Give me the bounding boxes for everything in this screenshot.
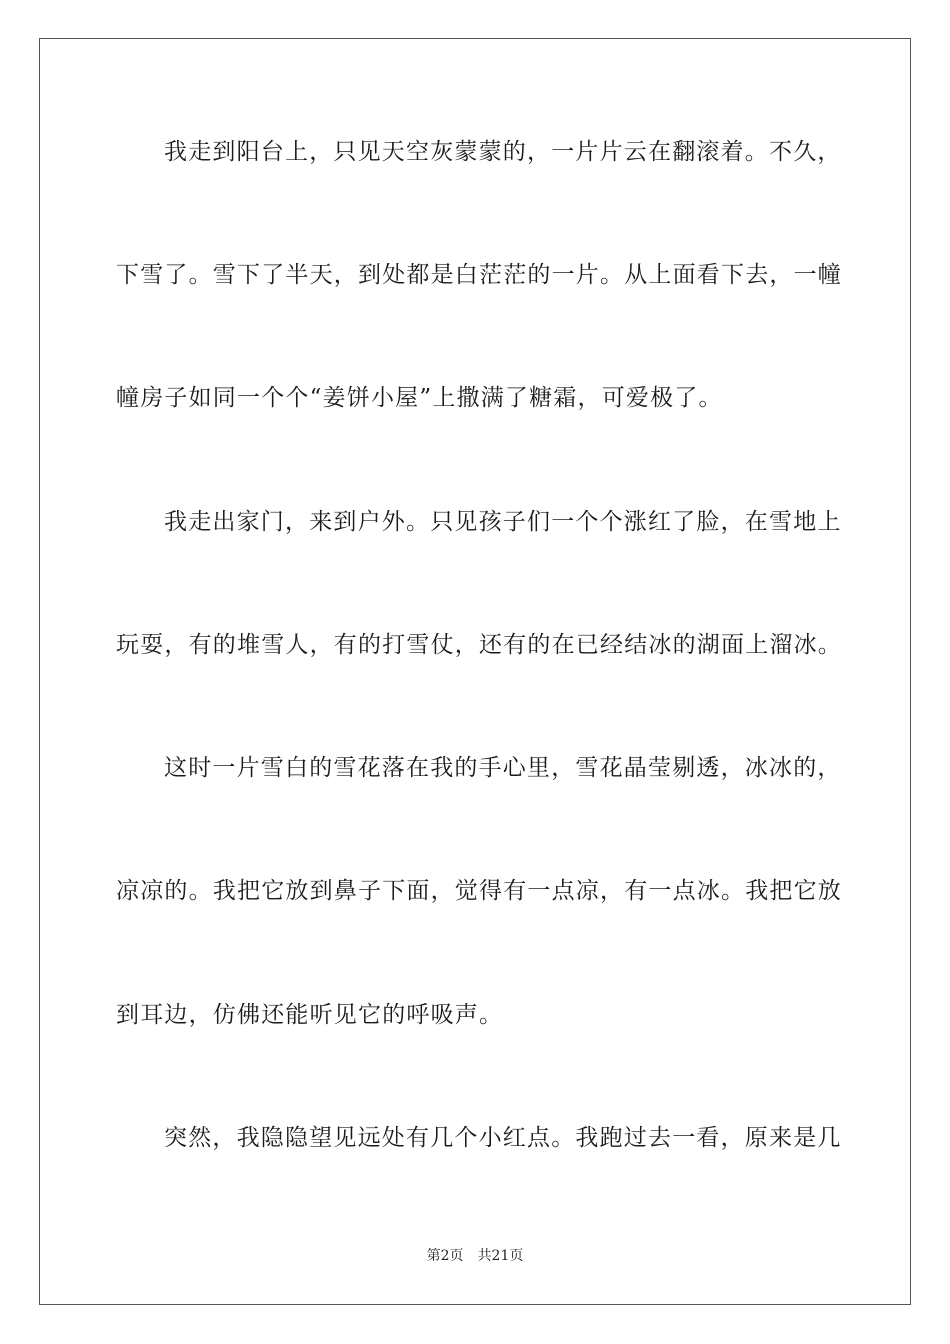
paragraph-3-line-3: 到耳边，仿佛还能听见它的呼吸声。	[116, 1002, 504, 1028]
page-total: 共21页	[477, 1248, 524, 1264]
paragraph-3-line-1: 这时一片雪白的雪花落在我的手心里，雪花晶莹剔透，冰冰的，	[164, 755, 842, 781]
paragraph-2-line-1: 我走出家门，来到户外。只见孩子们一个个涨红了脸，在雪地上	[164, 509, 842, 535]
paragraph-1-line-3: 幢房子如同一个个“姜饼小屋”上撒满了糖霜，可爱极了。	[116, 385, 723, 411]
paragraph-1-line-1: 我走到阳台上，只见天空灰蒙蒙的，一片片云在翻滚着。不久，	[164, 139, 842, 165]
page-footer	[0, 1247, 950, 1265]
paragraph-1-line-2: 下雪了。雪下了半天，到处都是白茫茫的一片。从上面看下去，一幢	[116, 262, 842, 288]
page-number: 第2页	[426, 1248, 464, 1264]
paragraph-3-line-2: 凉凉的。我把它放到鼻子下面，觉得有一点凉，有一点冰。我把它放	[116, 878, 842, 904]
paragraph-2-line-2: 玩耍，有的堆雪人，有的打雪仗，还有的在已经结冰的湖面上溜冰。	[116, 632, 842, 658]
paragraph-4-line-1: 突然，我隐隐望见远处有几个小红点。我跑过去一看，原来是几	[164, 1125, 842, 1151]
page-border	[39, 38, 911, 1305]
